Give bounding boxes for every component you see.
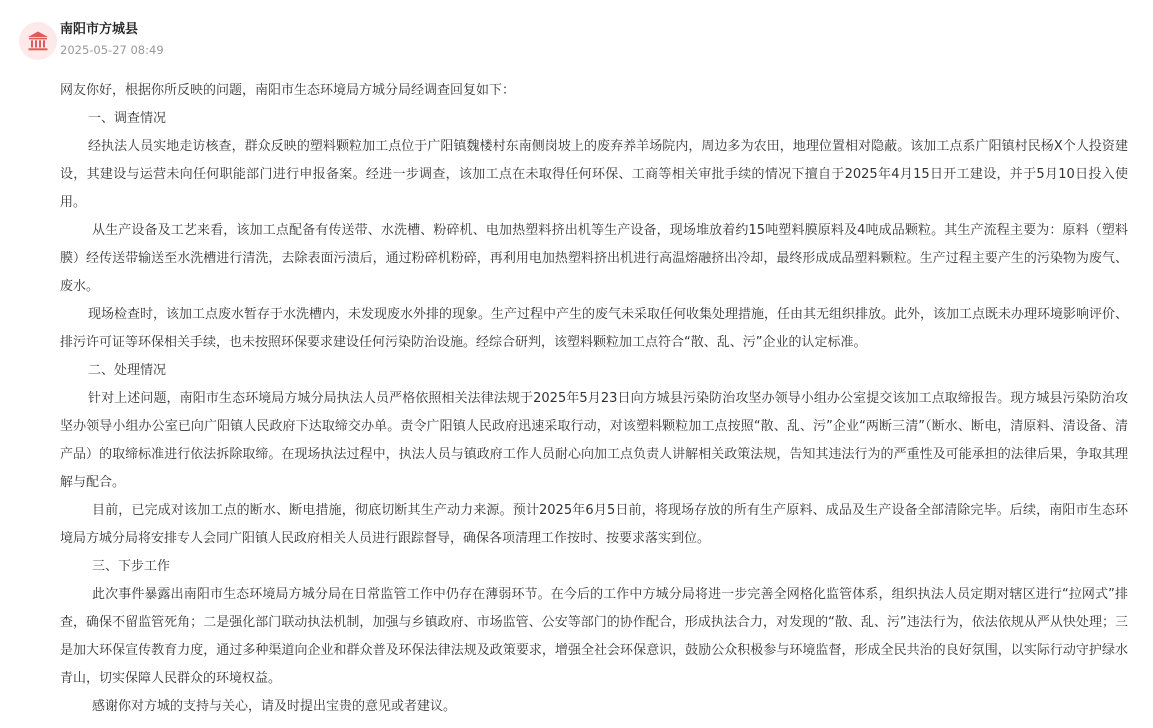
avatar bbox=[19, 22, 57, 60]
section-heading-next-steps: 三、下步工作 bbox=[92, 559, 171, 574]
government-building-icon bbox=[27, 30, 49, 52]
body-paragraph: 现场检查时，该加工点废水暂存于水洗槽内，未发现废水外排的现象。生产过程中产生的废气未采取任何收集处理措施，任由其无组织排放。此外，该加工点既未办理环境影响评价、排污许可证等环保相关手续，也未按照环保要求建设任何污染防治设施。经综合研判，该塑料颗粒加工点符合“散、乱、污”企业的认定标准。 bbox=[60, 307, 1129, 350]
author-name[interactable]: 南阳市方城县 bbox=[60, 22, 139, 37]
body-paragraph: 此次事件暴露出南阳市生态环境局方城分局在日常监管工作中仍存在薄弱环节。在今后的工作中方城分局将进一步完善全网格化监管体系，组织执法人员定期对辖区进行“拉网式”排查，确保不留监管死角；二是强化部门联动执法机制，加强与乡镇政府、市场监管、公安等部门的协作配合，形成执法合力，对发现的“散、乱、污”违法行为，依法依规从严从快处理；三是加大环保宣传教育力度，通过多种渠道向企业和群众普及环保法律法规及政策要求，增强全社会环保意识，鼓励公众积极参与环境监督，形成全民共治的良好氛围，以实际行动守护绿水青山，切实保障人民群众的环境权益。 bbox=[60, 587, 1128, 686]
greeting-paragraph: 网友你好，根据你所反映的问题，南阳市生态环境局方城分局经调查回复如下： bbox=[60, 83, 516, 98]
body-paragraph: 从生产设备及工艺来看，该加工点配备有传送带、水洗槽、粉碎机、电加热塑料挤出机等生产设备，现场堆放着约15吨塑料膜原料及4吨成品颗粒。其生产流程主要为：原料（塑料膜）经传送带输送至水洗槽进行清洗，去除表面污渍后，通过粉碎机粉碎，再利用电加热塑料挤出机进行高温熔融挤出冷却，最终形成成品塑料颗粒。生产过程主要产生的污染物为废气、废水。 bbox=[60, 223, 1128, 294]
section-heading-investigation: 一、调查情况 bbox=[88, 111, 167, 126]
body-paragraph: 针对上述问题，南阳市生态环境局方城分局执法人员严格依照相关法律法规于2025年5月23日向方城县污染防治攻坚办领导小组办公室提交该加工点取缔报告。现方城县污染防治攻坚办领导小组办公室已向广阳镇人民政府下达取缔交办单。责令广阳镇人民政府迅速采取行动，对该塑料颗粒加工点按照“散、乱、污”企业“两断三清”（断水、断电，清原料、清设备、清产品）的取缔标准进行依法拆除取缔。在现场执法过程中，执法人员与镇政府工作人员耐心向加工点负责人讲解相关政策法规，告知其违法行为的严重性及可能承担的法律后果，争取其理解与配合。 bbox=[60, 391, 1128, 490]
body-paragraph: 经执法人员实地走访核查，群众反映的塑料颗粒加工点位于广阳镇魏楼村东南侧岗坡上的废弃养羊场院内，周边多为农田，地理位置相对隐蔽。该加工点系广阳镇村民杨X个人投资建设，其建设与运营未向任何职能部门进行申报备案。经进一步调查，该加工点在未取得任何环保、工商等相关审批手续的情况下擅自于2025年4月15日开工建设，并于5月10日投入使用。 bbox=[60, 139, 1128, 210]
closing-paragraph: 感谢你对方城的支持与关心，请及时提出宝贵的意见或者建议。 bbox=[92, 699, 457, 714]
post-time: 2025-05-27 08:49 bbox=[60, 43, 164, 57]
section-heading-handling: 二、处理情况 bbox=[88, 363, 167, 378]
body-paragraph: 目前，已完成对该加工点的断水、断电措施，彻底切断其生产动力来源。预计2025年6月5日前，将现场存放的所有生产原料、成品及生产设备全部清除完毕。后续，南阳市生态环境局方城分局将安排专人会同广阳镇人民政府相关人员进行跟踪督导，确保各项清理工作按时、按要求落实到位。 bbox=[60, 503, 1128, 546]
reply-body bbox=[60, 77, 1128, 721]
